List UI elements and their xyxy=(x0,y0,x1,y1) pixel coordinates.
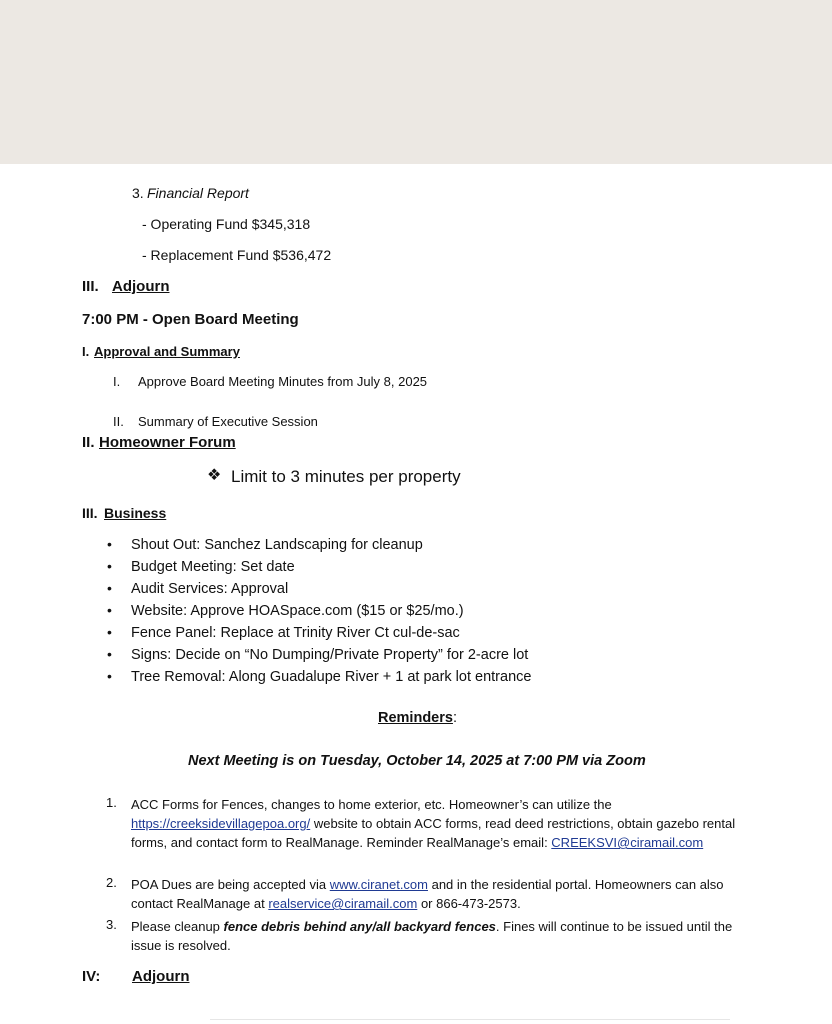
adjourn-numeral-1: III. xyxy=(82,278,99,295)
adjourn-numeral-2: IV: xyxy=(82,968,101,985)
creeksvi-email-link[interactable]: CREEKSVI@ciramail.com xyxy=(551,835,704,850)
reminders-heading: Reminders: xyxy=(378,710,457,726)
bullet-icon: • xyxy=(107,536,112,552)
financial-report-number: 3. xyxy=(132,185,144,201)
approval-numeral: I. xyxy=(82,344,90,359)
business-item: Signs: Decide on “No Dumping/Private Property” for 2-acre lot xyxy=(131,647,529,663)
business-heading: Business xyxy=(104,505,167,521)
approval-item-1-text: Approve Board Meeting Minutes from July 8, 2025 xyxy=(138,374,428,389)
business-numeral: III. xyxy=(82,505,98,521)
business-item: Website: Approve HOASpace.com ($15 or $25/mo.) xyxy=(131,603,464,619)
diamond-bullet-icon: ❖ xyxy=(207,467,222,484)
bullet-icon: • xyxy=(107,646,112,662)
bullet-icon: • xyxy=(107,602,112,618)
operating-fund: - Operating Fund $345,318 xyxy=(142,216,311,232)
homeowner-forum-numeral: II. xyxy=(82,434,95,451)
approval-item-2-text: Summary of Executive Session xyxy=(138,414,318,429)
reminder-3-text: Please cleanup fence debris behind any/all backyard fences. Fines will continue to be issued until the issue is resolved. xyxy=(131,919,733,953)
approval-item-2-numeral: II. xyxy=(113,414,124,429)
adjourn-heading-1: Adjourn xyxy=(112,278,170,295)
financial-report-title: Financial Report xyxy=(147,185,249,201)
business-item: Fence Panel: Replace at Trinity River Ct cul-de-sac xyxy=(131,625,460,641)
business-item: Audit Services: Approval xyxy=(131,581,289,597)
top-background-band xyxy=(0,0,832,164)
bullet-icon: • xyxy=(107,558,112,574)
replacement-fund: - Replacement Fund $536,472 xyxy=(142,247,332,263)
ciranet-link[interactable]: www.ciranet.com xyxy=(329,877,428,892)
homeowner-forum-note: Limit to 3 minutes per property xyxy=(231,467,461,486)
business-item: Shout Out: Sanchez Landscaping for cleanup xyxy=(131,537,423,553)
approval-item-1-numeral: I. xyxy=(113,374,121,389)
reminder-2-number: 2. xyxy=(106,875,117,890)
reminder-3-number: 3. xyxy=(106,917,117,932)
realservice-email-link[interactable]: realservice@ciramail.com xyxy=(268,896,418,911)
business-item: Tree Removal: Along Guadalupe River + 1 at park lot entrance xyxy=(131,669,532,685)
next-meeting-notice: Next Meeting is on Tuesday, October 14, 2025 at 7:00 PM via Zoom xyxy=(188,753,646,769)
bullet-icon: • xyxy=(107,624,112,640)
bullet-icon: • xyxy=(107,668,112,684)
adjourn-heading-2: Adjourn xyxy=(132,968,190,985)
open-board-meeting-heading: 7:00 PM - Open Board Meeting xyxy=(82,311,299,328)
reminder-1-text: ACC Forms for Fences, changes to home exterior, etc. Homeowner’s can utilize the https://creeksidevillagepoa.org/ website to obtain ACC forms, read deed restrictions, obtain gazebo rental forms, and contact form to RealManage. Reminder RealManage’s email: CREEKSVI@ciramail.com xyxy=(131,797,736,850)
business-item: Budget Meeting: Set date xyxy=(131,559,295,575)
approval-heading: Approval and Summary xyxy=(94,344,240,359)
reminder-1-number: 1. xyxy=(106,795,117,810)
page-edge-divider xyxy=(210,1019,730,1020)
homeowner-forum-heading: Homeowner Forum xyxy=(99,434,236,451)
bullet-icon: • xyxy=(107,580,112,596)
poa-website-link[interactable]: https://creeksidevillagepoa.org/ xyxy=(131,816,311,831)
reminder-2-text: POA Dues are being accepted via www.ciranet.com and in the residential portal. Homeowners can also contact RealManage at realservice@ciramail.com or 866-473-2573. xyxy=(131,877,724,911)
